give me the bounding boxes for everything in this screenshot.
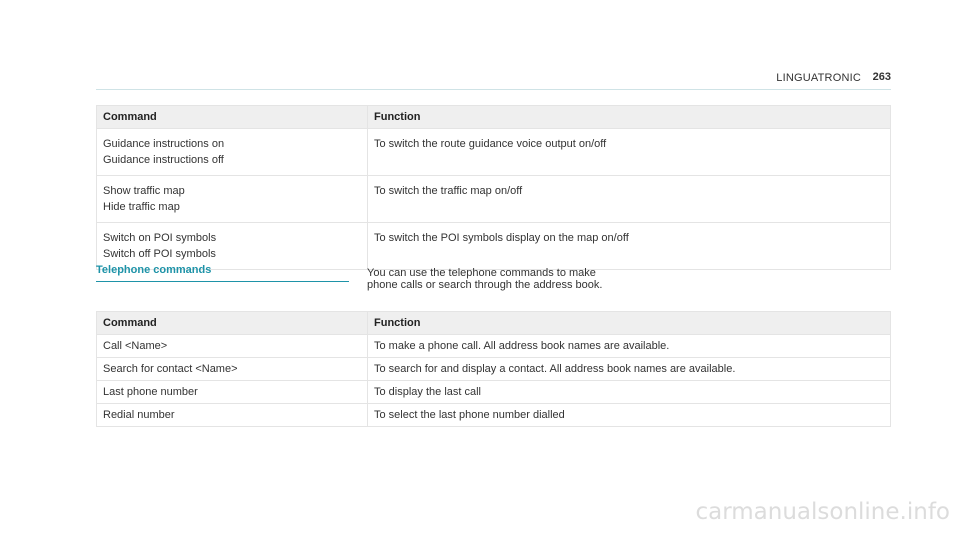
intro-line: phone calls or search through the address book. xyxy=(367,279,603,291)
table-row xyxy=(97,358,891,381)
command-cell: Call <Name> xyxy=(97,335,368,358)
table-row xyxy=(97,404,891,427)
function-cell: To switch the route guidance voice output on/off xyxy=(368,129,891,176)
intro-line: You can use the telephone commands to make xyxy=(367,267,596,279)
command-cell: Search for contact <Name> xyxy=(97,358,368,381)
column-header-command: Command xyxy=(97,312,368,335)
function-cell: To select the last phone number dialled xyxy=(368,404,891,427)
command-text: Guidance instructions off xyxy=(103,154,224,166)
command-cell: Redial number xyxy=(97,404,368,427)
command-text: Hide traffic map xyxy=(103,201,180,213)
function-cell: To switch the POI symbols display on the map on/off xyxy=(368,223,891,270)
function-cell: To switch the traffic map on/off xyxy=(368,176,891,223)
page-number: 263 xyxy=(872,71,891,83)
table-header-row xyxy=(97,312,891,335)
voice-command-table-telephone xyxy=(96,311,891,427)
table-row xyxy=(97,381,891,404)
table-row xyxy=(97,223,891,270)
function-cell: To make a phone call. All address book names are available. xyxy=(368,335,891,358)
command-cell xyxy=(97,176,368,223)
column-header-function: Function xyxy=(368,106,891,129)
column-header-function: Function xyxy=(368,312,891,335)
command-text: Guidance instructions on xyxy=(103,138,225,150)
column-header-command: Command xyxy=(97,106,368,129)
watermark: carmanualsonline.info xyxy=(695,499,950,525)
table-row xyxy=(97,176,891,223)
function-cell: To search for and display a contact. All address book names are available. xyxy=(368,358,891,381)
command-cell xyxy=(97,129,368,176)
section-title: LINGUATRONIC xyxy=(776,72,861,84)
function-cell: To display the last call xyxy=(368,381,891,404)
command-text: Show traffic map xyxy=(103,185,185,197)
command-cell: Last phone number xyxy=(97,381,368,404)
table-header-row xyxy=(97,106,891,129)
table-row xyxy=(97,335,891,358)
section-heading-telephone-commands: Telephone commands xyxy=(96,264,349,282)
command-text: Switch off POI symbols xyxy=(103,248,216,260)
command-text: Switch on POI symbols xyxy=(103,232,217,244)
page-header xyxy=(96,70,891,90)
command-cell xyxy=(97,223,368,270)
section-intro xyxy=(367,267,667,291)
table-row xyxy=(97,129,891,176)
voice-command-table-navigation xyxy=(96,105,891,270)
